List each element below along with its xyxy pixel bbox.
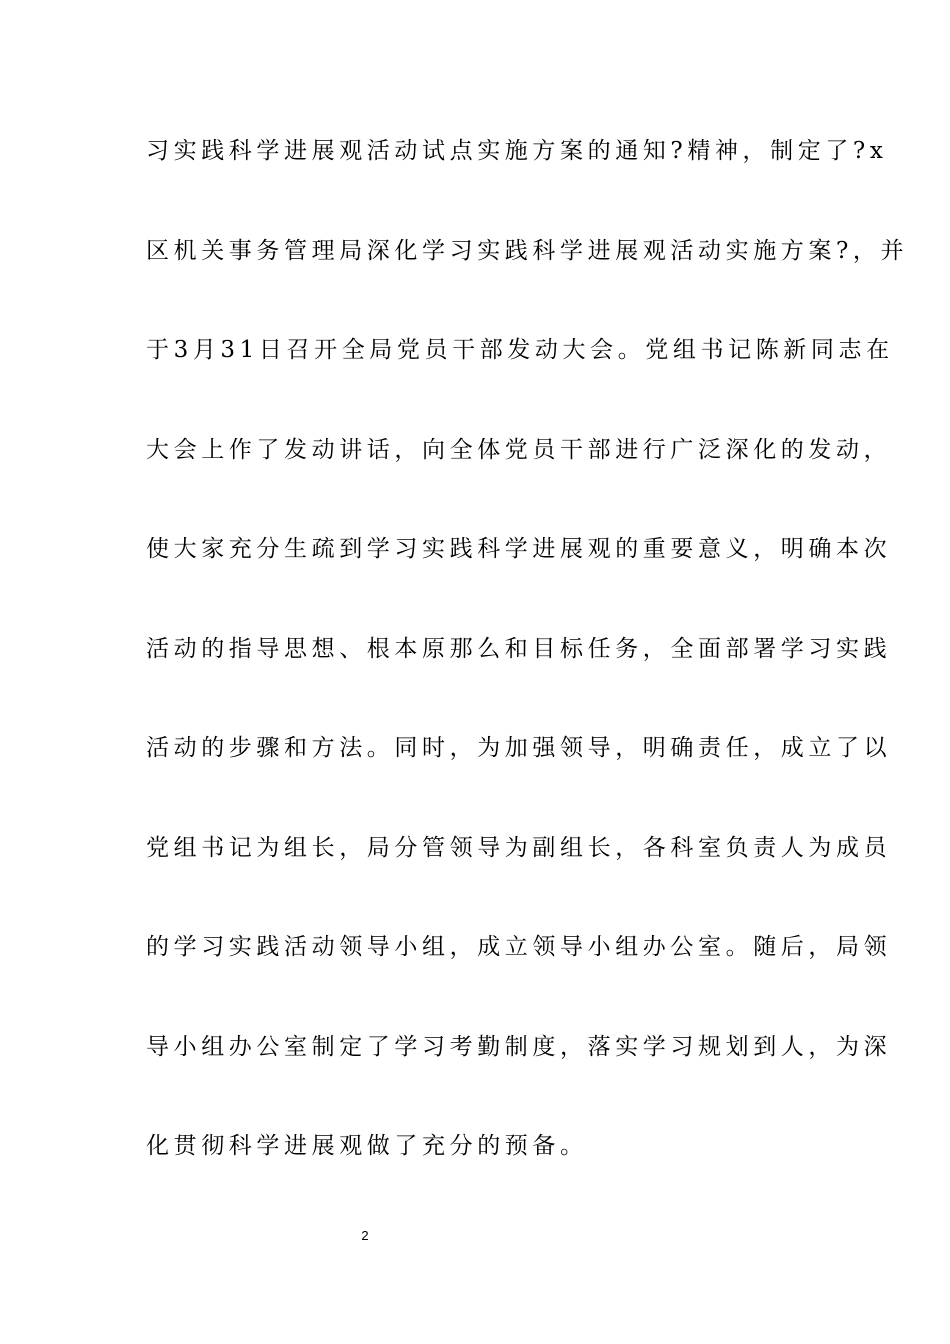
text-line-2: 区机关事务管理局深化学习实践科学进展观活动实施方案?，并 [146, 237, 909, 264]
body-paragraph [146, 128, 909, 1223]
text-line-5: 使大家充分生疏到学习实践科学进展观的重要意义，明确本次 [146, 536, 892, 562]
text-line-11: 化贯彻科学进展观做了充分的预备。 [146, 1133, 588, 1159]
text-line-1: 习实践科学进展观活动试点实施方案的通知?精神，制定了?x [146, 138, 888, 164]
text-line-4: 大会上作了发动讲话，向全体党员干部进行广泛深化的发动， [146, 436, 892, 463]
text-line-3: 于3月31日召开全局党员干部发动大会。党组书记陈新同志在 [146, 337, 894, 363]
text-line-6: 活动的指导思想、根本原那么和目标任务，全面部署学习实践 [146, 635, 892, 662]
page-number: 2 [361, 1228, 369, 1243]
text-line-9: 的学习实践活动领导小组，成立领导小组办公室。随后，局领 [146, 934, 892, 960]
text-line-10: 导小组办公室制定了学习考勤制度，落实学习规划到人，为深 [146, 1033, 892, 1060]
text-line-7: 活动的步骤和方法。同时，为加强领导，明确责任，成立了以 [146, 735, 892, 761]
text-line-8: 党组书记为组长，局分管领导为副组长，各科室负责人为成员 [146, 834, 892, 861]
